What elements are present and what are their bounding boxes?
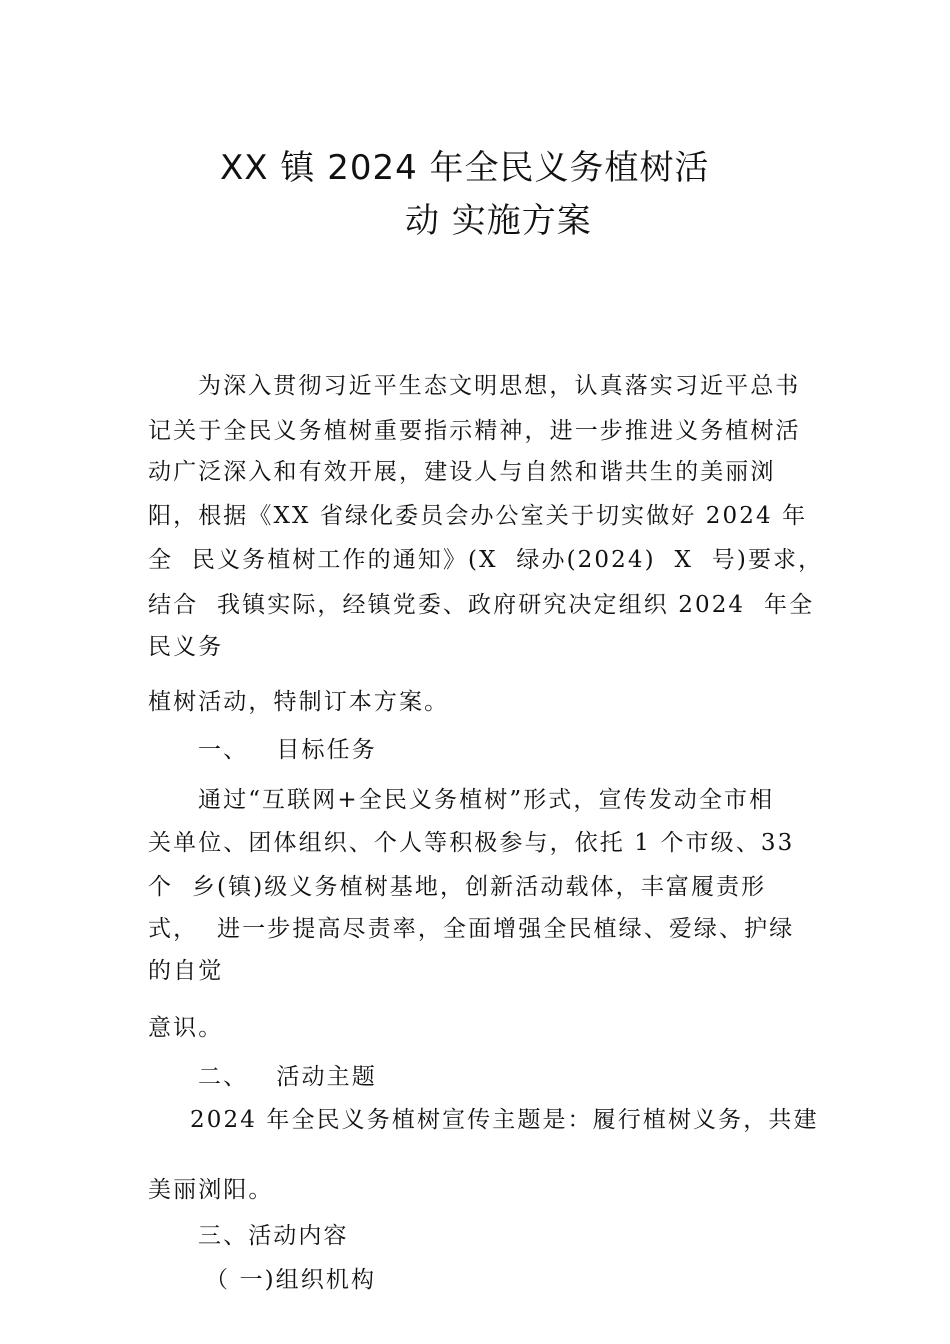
paragraph-line: 个 乡(镇)级义务植树基地，创新活动载体，丰富履责形 [148, 874, 767, 900]
paragraph-line: 意识。 [148, 1015, 224, 1041]
paragraph-line: 为深入贯彻习近平生态文明思想，认真落实习近平总书 [198, 373, 801, 399]
paragraph-line: 的自觉 [148, 958, 224, 984]
paragraph-line: 植树活动，特制订本方案。 [148, 689, 450, 715]
paragraph-line: 美丽浏阳。 [148, 1177, 274, 1203]
paragraph-line: 全 民义务植树工作的通知》(X 绿办(2024) X 号)要求， [148, 547, 824, 573]
document-title-line-1: XX 镇 2024 年全民义务植树活 [220, 148, 710, 188]
subsection-heading: （ 一)组织机构 [205, 1267, 377, 1293]
paragraph-line: 阳，根据《XX 省绿化委员会办公室关于切实做好 2024 年 [148, 503, 808, 529]
paragraph-line: 动广泛深入和有效开展，建设人与自然和谐共生的美丽浏 [148, 459, 776, 485]
paragraph-line: 式， 进一步提高尽责率，全面增强全民植绿、爱绿、护绿 [148, 916, 795, 942]
paragraph-line: 记关于全民义务植树重要指示精神，进一步推进义务植树活 [148, 418, 801, 444]
section-heading: 一、 目标任务 [198, 737, 377, 763]
section-heading: 三、活动内容 [198, 1223, 349, 1249]
paragraph-line: 2024 年全民义务植树宣传主题是：履行植树义务，共建 [190, 1107, 819, 1133]
paragraph-line: 关单位、团体组织、个人等积极参与，依托 1 个市级、33 [148, 830, 795, 856]
section-heading: 二、 活动主题 [198, 1064, 377, 1090]
paragraph-line: 民义务 [148, 634, 224, 660]
paragraph-line: 结合 我镇实际，经镇党委、政府研究决定组织 2024 年全 [148, 592, 815, 618]
paragraph-line: 通过“互联网+全民义务植树”形式，宣传发动全市相 [198, 787, 775, 813]
document-title-line-2: 动 实施方案 [405, 201, 592, 241]
